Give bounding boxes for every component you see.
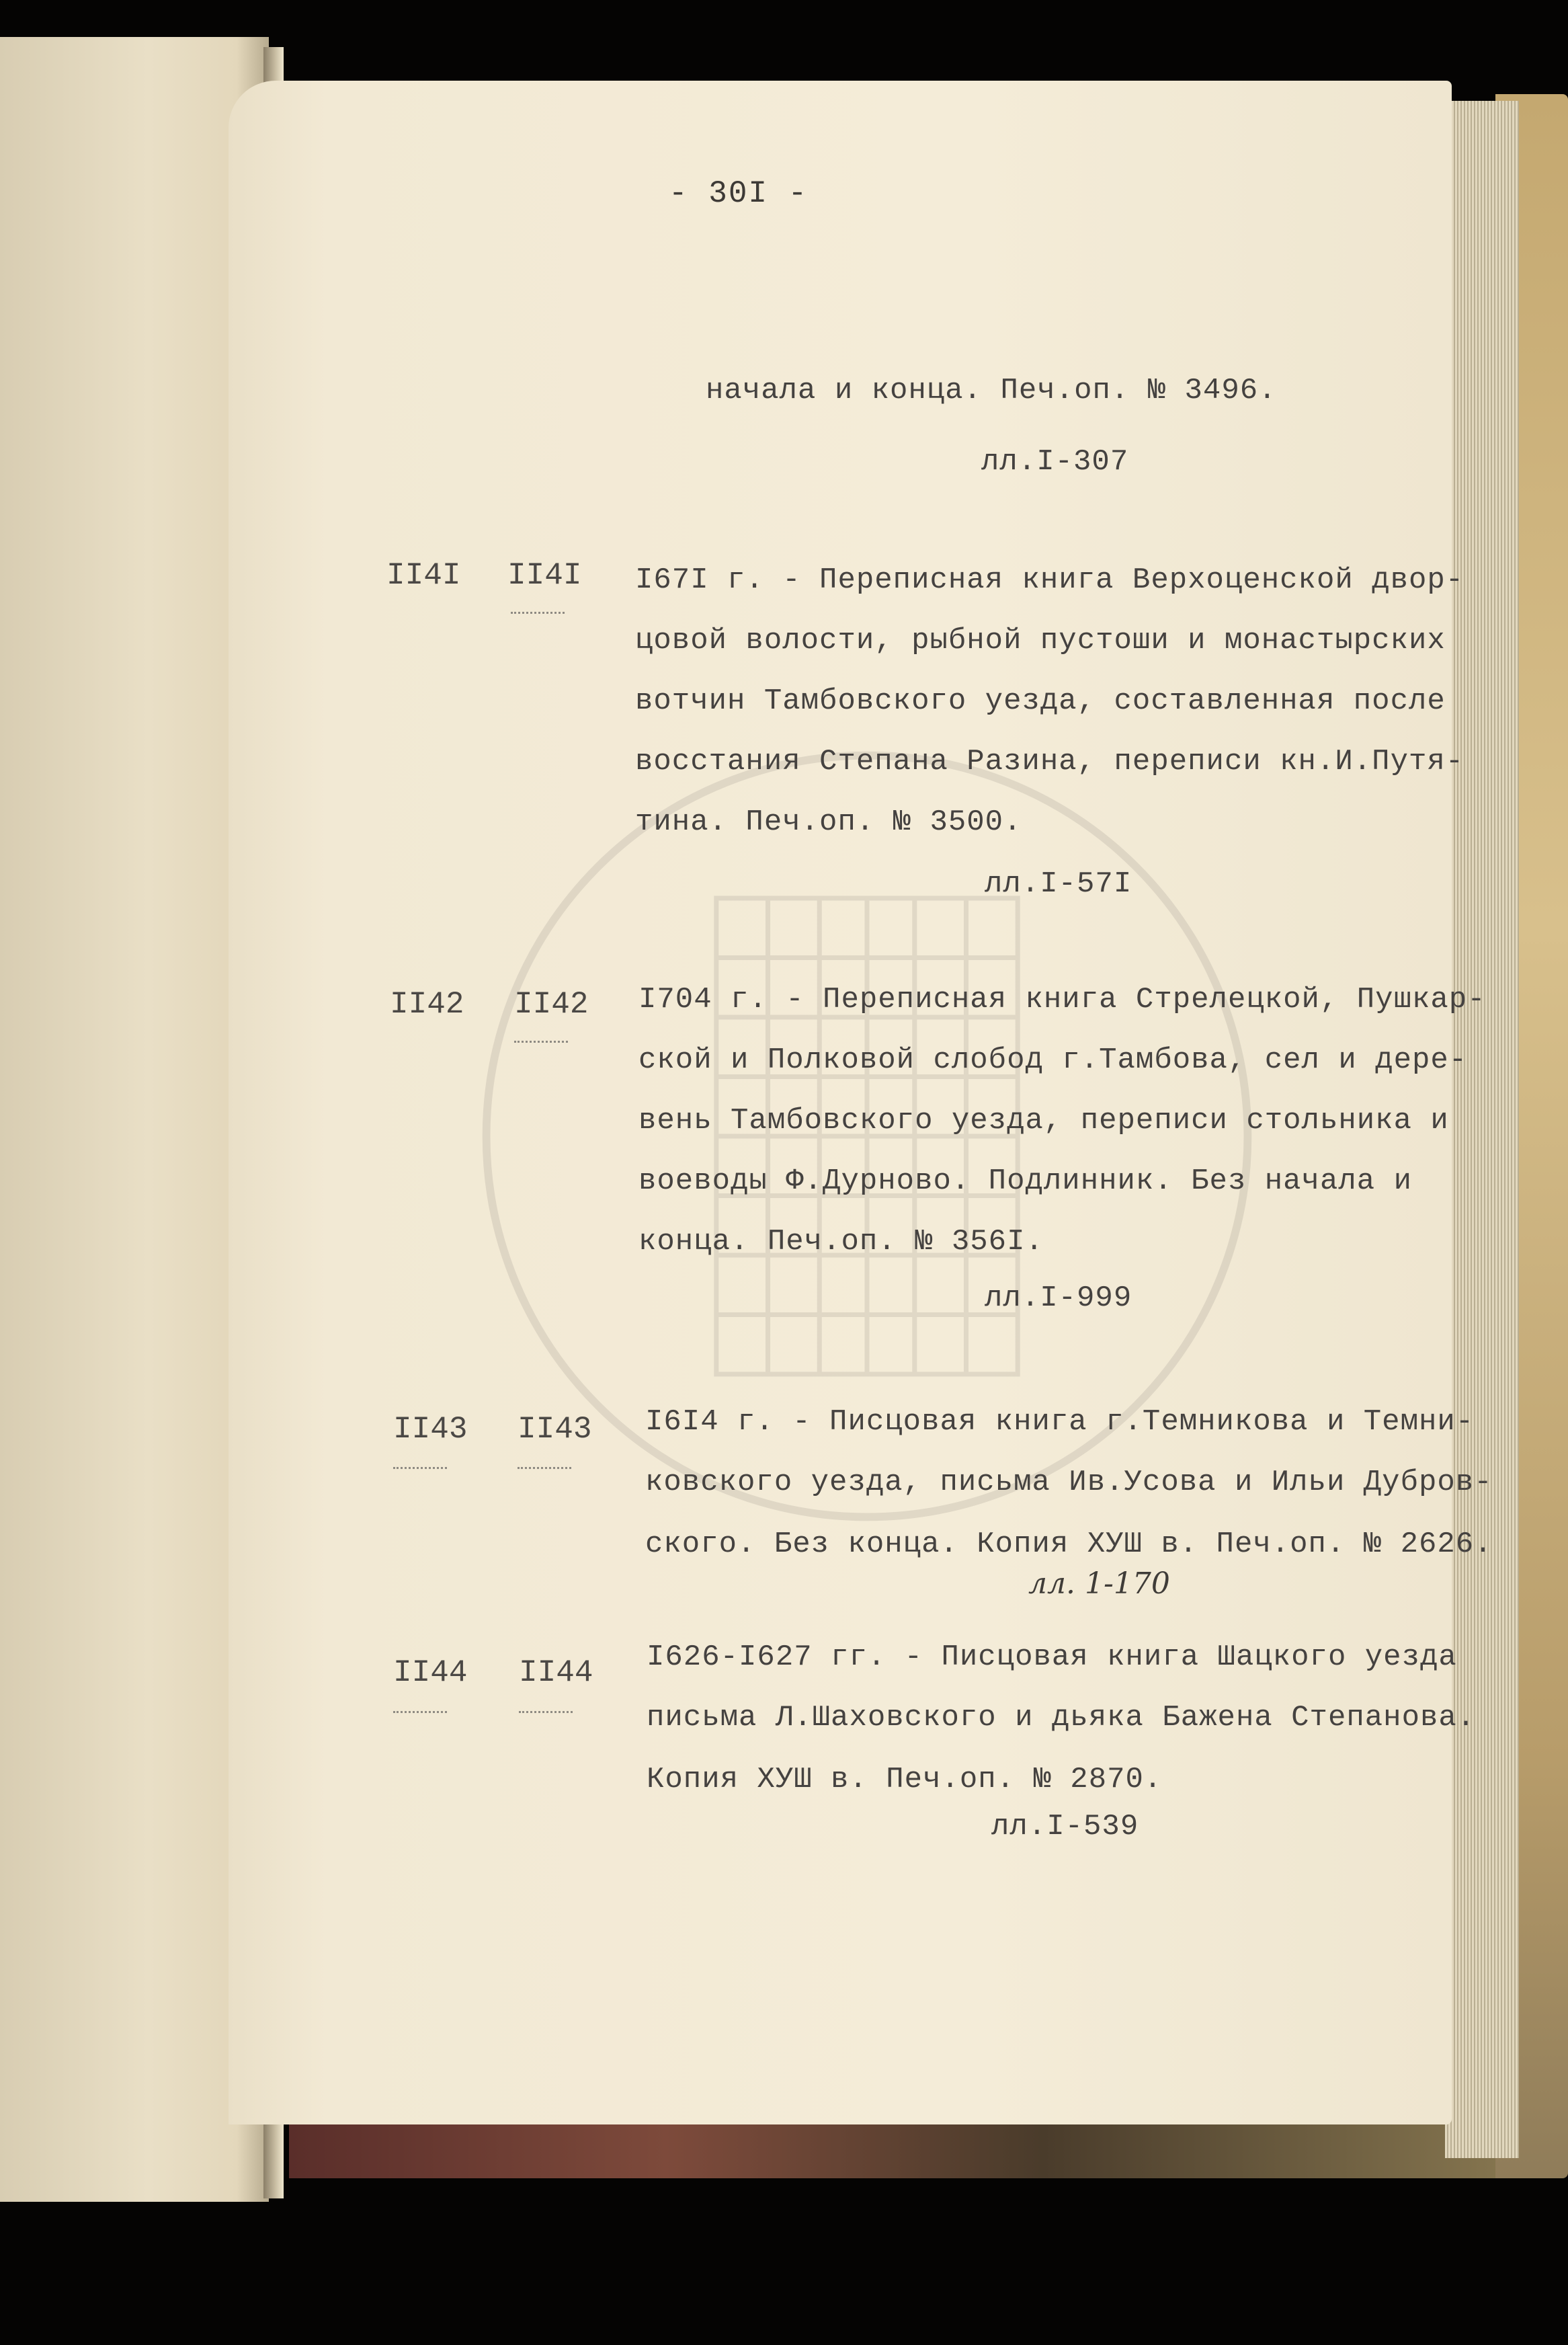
entry-line: ковского уезда, письма Ив.Усова и Ильи Дубров- [645,1466,1493,1499]
entry-line: воеводы Ф.Дурново. Подлинник. Без начала и [638,1164,1412,1198]
entry-line: Копия ХУШ в. Печ.оп. № 2870. [647,1763,1163,1796]
entry-folios: лл.I-539 [991,1810,1139,1843]
entry-line: восстания Степана Разина, переписи кн.И.Путя- [635,745,1464,779]
dotted-underline [518,1467,571,1469]
entry-folios: лл.I-57I [985,867,1132,901]
entry-folios: лл.I-999 [985,1281,1132,1315]
entry-line: I626-I627 гг. - Писцовая книга Шацкого уезда [647,1640,1457,1674]
dotted-underline [393,1711,447,1713]
page-edges [1445,101,1519,2158]
entry-line: вотчин Тамбовского уезда, составленная после [635,684,1446,718]
entry-line: I6I4 г. - Писцовая книга г.Темникова и Темни- [645,1405,1475,1439]
entry-line: I67I г. - Переписная книга Верхоценской двор- [635,563,1464,597]
entry-line: цовой волости, рыбной пустоши и монастырских [635,624,1446,658]
book-cover-bottom [289,2124,1546,2178]
entry-line: I704 г. - Переписная книга Стрелецкой, Пушкар- [638,983,1486,1017]
dotted-underline [519,1711,573,1713]
entry-line: вень Тамбовского уезда, переписи стольника и [638,1104,1449,1138]
page-number: - 30I - [669,176,809,211]
entry-line: тина. Печ.оп. № 3500. [635,805,1022,839]
entry-line: ского. Без конца. Копия ХУШ в. Печ.оп. № 2626. [645,1527,1493,1561]
entry-number-a: II44 [393,1655,468,1690]
entry-line: письма Л.Шаховского и дьяка Бажена Степанова. [647,1701,1476,1735]
dotted-underline [393,1467,447,1469]
entry-line: ской и Полковой слобод г.Тамбова, сел и дере- [638,1043,1468,1077]
entry-number-a: II4I [386,558,461,593]
entry-number-b: II44 [519,1655,593,1690]
entry-number-a: II42 [390,987,464,1022]
handwritten-folios: лл. 1-170 [1028,1566,1170,1601]
intro-folios: лл.I-307 [981,445,1129,479]
intro-line: начала и конца. Печ.оп. № 3496. [706,374,1277,407]
entry-number-b: II42 [514,987,589,1022]
dotted-underline [514,1041,568,1043]
entry-number-b: II43 [518,1412,592,1447]
dotted-underline [511,612,565,614]
entry-number-b: II4I [507,558,582,593]
entry-line: конца. Печ.оп. № 356I. [638,1225,1044,1259]
entry-number-a: II43 [393,1412,468,1447]
